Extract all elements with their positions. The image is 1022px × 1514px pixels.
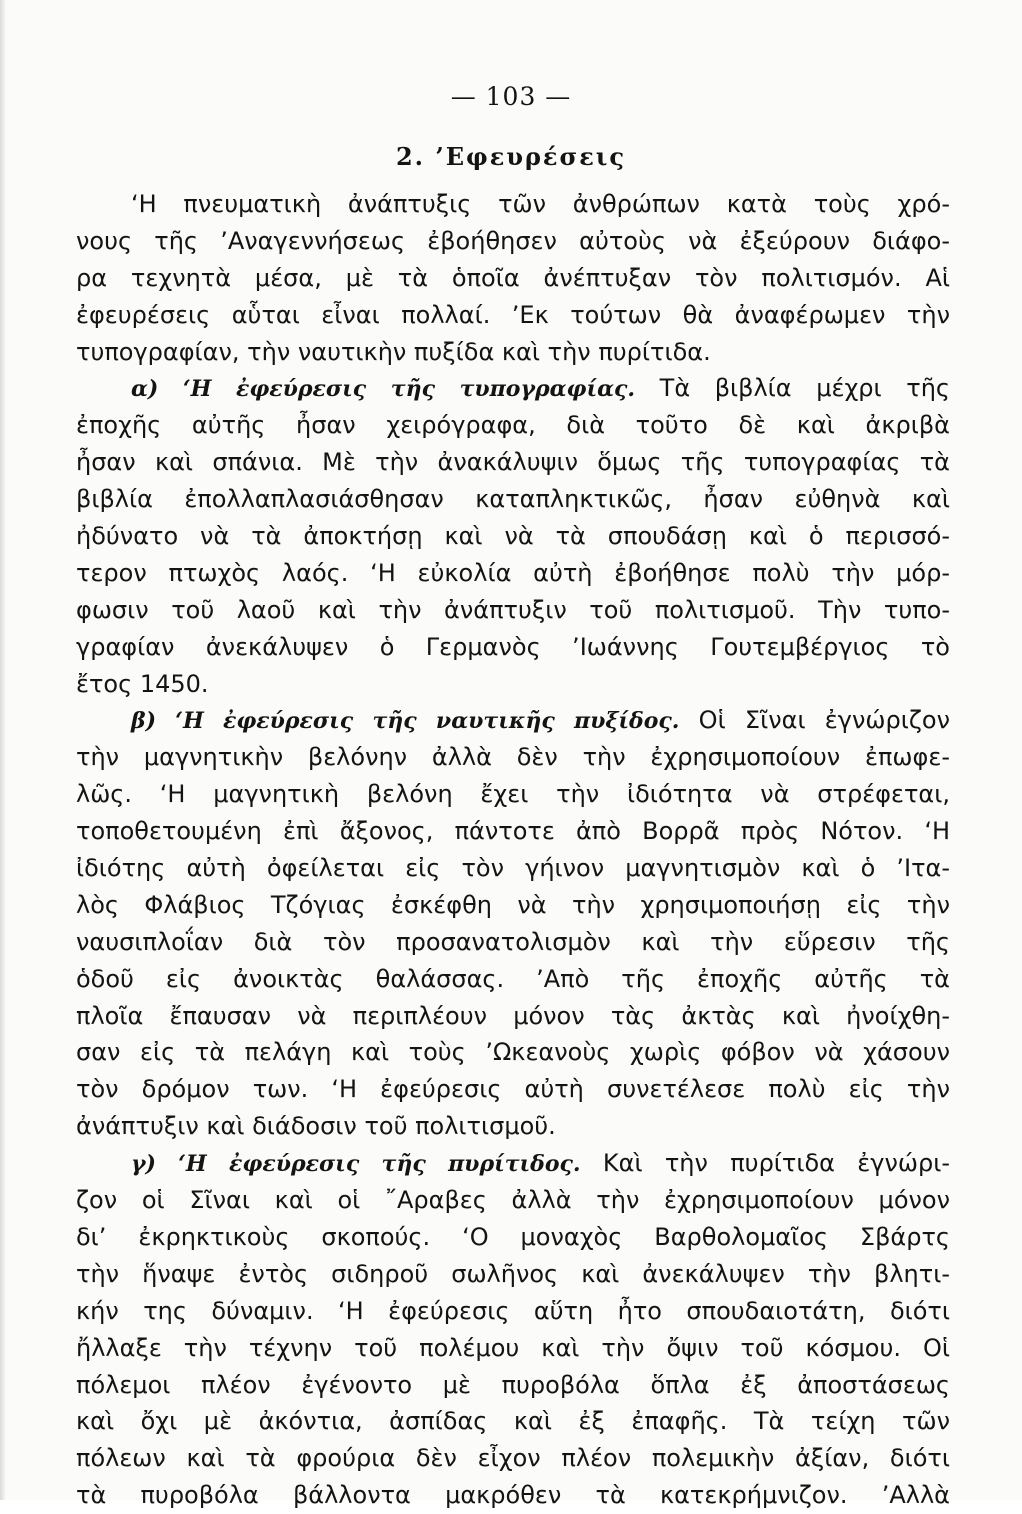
text-line: [76, 924, 950, 961]
line-text: ἰδιότης αὐτὴ ὀφείλεται εἰς τὸν γήινον μαγνητισμὸν καὶ ὁ ’Ιτα-: [76, 854, 950, 883]
text-line: [76, 444, 950, 481]
text-line: [76, 1071, 950, 1108]
line-text: ὁδοῦ εἰς ἀνοικτὰς θαλάσσας. ’Απὸ τῆς ἐποχῆς αὐτῆς τὰ: [76, 964, 950, 993]
text-line: [76, 370, 950, 407]
line-text: τὴν ἥναψε ἐντὸς σιδηροῦ σωλῆνος καὶ ἀνεκάλυψεν τὴν βλητι-: [76, 1259, 950, 1288]
text-line: [76, 1330, 950, 1367]
text-line: [76, 518, 950, 555]
line-text: τὴν μαγνητικὴν βελόνην ἀλλὰ δὲν τὴν ἐχρησιμοποίουν ἐπωφε-: [76, 743, 950, 772]
subsection-heading: α) ‘Η ἐφεύρεσις τῆς τυπογραφίας.: [131, 376, 636, 403]
line-text: Καὶ τὴν πυρίτιδα ἐγνώρι-: [580, 1149, 950, 1178]
line-text: τὰ πυροβόλα βάλλοντα μακρόθεν τὰ κατεκρήμνιζον. ’Αλλὰ: [76, 1481, 950, 1510]
text-line: [76, 961, 950, 998]
line-text: σαν εἰς τὰ πελάγη καὶ τοὺς ’Ωκεανοὺς χωρὶς φόβον νὰ χάσουν: [76, 1038, 950, 1067]
body-text: [76, 186, 950, 1514]
line-text: Οἱ Σῖναι ἐγνώριζον: [679, 706, 950, 735]
text-line: [76, 776, 950, 813]
text-line: [76, 739, 950, 776]
line-text: ἐφευρέσεις αὗται εἶναι πολλαί. ’Εκ τούτων θὰ ἀναφέρωμεν τὴν: [76, 300, 950, 329]
subsection-heading: β) ‘Η ἐφεύρεσις τῆς ναυτικῆς πυξίδος.: [131, 708, 680, 735]
text-line: [76, 1293, 950, 1330]
text-line: [76, 297, 950, 334]
line-text: πόλεμοι πλέον ἐγένοντο μὲ πυροβόλα ὅπλα ἐξ ἀποστάσεως: [76, 1370, 950, 1399]
line-text: δι’ ἐκρηκτικοὺς σκοπούς. ‘Ο μοναχὸς Βαρθολομαῖος Σβάρτς: [76, 1222, 950, 1251]
line-text: πλοῖα ἔπαυσαν νὰ περιπλέουν μόνον τὰς ἀκτὰς καὶ ἠνοίχθη-: [76, 1001, 950, 1030]
text-line: [76, 1145, 950, 1182]
line-text: ρα τεχνητὰ μέσα, μὲ τὰ ὁποῖα ἀνέπτυξαν τὸν πολιτισμόν. Αἱ: [76, 263, 950, 292]
line-text: Τὰ βιβλία μέχρι τῆς: [635, 374, 950, 403]
text-line: [76, 702, 950, 739]
text-line: [76, 481, 950, 518]
text-line: [76, 1034, 950, 1071]
line-text: τὸν δρόμον των. ‘Η ἐφεύρεσις αὐτὴ συνετέλεσε πολὺ εἰς τὴν: [76, 1075, 950, 1104]
text-line: [76, 407, 950, 444]
text-line: [76, 887, 950, 924]
line-text: τοποθετουμένη ἐπὶ ἄξονος, πάντοτε ἀπὸ Βορρᾶ πρὸς Νότον. ‘Η: [76, 817, 950, 846]
line-text: βιβλία ἐπολλαπλασιάσθησαν καταπληκτικῶς, ἦσαν εὐθηνὰ καὶ: [76, 485, 950, 514]
line-text: φωσιν τοῦ λαοῦ καὶ τὴν ἀνάπτυξιν τοῦ πολιτισμοῦ. Τὴν τυπο-: [76, 595, 950, 624]
line-text: νους τῆς ’Αναγεννήσεως ἐβοήθησεν αὐτοὺς νὰ ἐξεύρουν διάφο-: [76, 226, 950, 255]
text-line: [76, 1108, 950, 1145]
text-line: [76, 813, 950, 850]
line-text: τυπογραφίαν, τὴν ναυτικὴν πυξίδα καὶ τὴν πυρίτιδα.: [76, 337, 711, 366]
section-heading: 2. ’Εφευρέσεις: [395, 142, 627, 171]
line-text: ἦσαν καὶ σπάνια. Μὲ τὴν ἀνακάλυψιν ὅμως τῆς τυπογραφίας τὰ: [76, 448, 950, 477]
text-line: [76, 1256, 950, 1293]
text-line: [76, 998, 950, 1035]
text-line: [76, 1219, 950, 1256]
text-line: [76, 1440, 950, 1477]
line-text: λὸς Φλάβιος Τζόγιας ἐσκέφθη νὰ τὴν χρησιμοποιήσῃ εἰς τὴν: [76, 890, 950, 919]
page-number: — 103 —: [450, 82, 572, 111]
line-text: ἀνάπτυξιν καὶ διάδοσιν τοῦ πολιτισμοῦ.: [76, 1112, 556, 1141]
line-text: κήν της δύναμιν. ‘Η ἐφεύρεσις αὕτη ἦτο σπουδαιοτάτη, διότι: [76, 1296, 950, 1325]
text-line: [76, 1477, 950, 1514]
text-line: [76, 223, 950, 260]
text-line: [76, 1403, 950, 1440]
line-text: τερον πτωχὸς λαός. ‘Η εὐκολία αὐτὴ ἐβοήθησε πολὺ τὴν μόρ-: [76, 558, 950, 587]
line-text: ἐποχῆς αὐτῆς ἦσαν χειρόγραφα, διὰ τοῦτο δὲ καὶ ἀκριβὰ: [76, 411, 950, 440]
text-line: [76, 334, 950, 371]
text-line: [76, 555, 950, 592]
line-text: πόλεων καὶ τὰ φρούρια δὲν εἶχον πλέον πολεμικὴν ἀξίαν, διότι: [76, 1444, 950, 1473]
text-line: [76, 186, 950, 223]
text-line: [76, 260, 950, 297]
line-text: ἔτος 1450.: [76, 669, 209, 698]
line-text: ‘Η πνευματικὴ ἀνάπτυξις τῶν ἀνθρώπων κατὰ τοὺς χρό-: [131, 190, 950, 218]
text-line: [76, 1367, 950, 1404]
text-line: [76, 666, 950, 703]
page-edge-shadow: [0, 0, 6, 1500]
line-text: ζον οἱ Σῖναι καὶ οἱ ῎Αραβες ἀλλὰ τὴν ἐχρησιμοποίουν μόνον: [76, 1186, 950, 1215]
subsection-heading: γ) ‘Η ἐφεύρεσις τῆς πυρίτιδος.: [131, 1151, 581, 1178]
line-text: λῶς. ‘Η μαγνητικὴ βελόνη ἔχει τὴν ἰδιότητα νὰ στρέφεται,: [76, 780, 950, 809]
text-line: [76, 592, 950, 629]
text-line: [76, 850, 950, 887]
line-text: ἤλλαξε τὴν τέχνην τοῦ πολέμου καὶ τὴν ὄψιν τοῦ κόσμου. Οἱ: [76, 1333, 950, 1362]
line-text: ἠδύνατο νὰ τὰ ἀποκτήσῃ καὶ νὰ τὰ σπουδάσῃ καὶ ὁ περισσό-: [76, 522, 950, 551]
line-text: γραφίαν ἀνεκάλυψεν ὁ Γερμανὸς ’Ιωάννης Γουτεμβέργιος τὸ: [76, 632, 950, 661]
text-line: [76, 629, 950, 666]
text-line: [76, 1182, 950, 1219]
line-text: καὶ ὄχι μὲ ἀκόντια, ἀσπίδας καὶ ἐξ ἐπαφῆς. Τὰ τείχη τῶν: [76, 1407, 950, 1436]
line-text: ναυσιπλοΐαν διὰ τὸν προσανατολισμὸν καὶ τὴν εὕρεσιν τῆς: [76, 927, 950, 956]
